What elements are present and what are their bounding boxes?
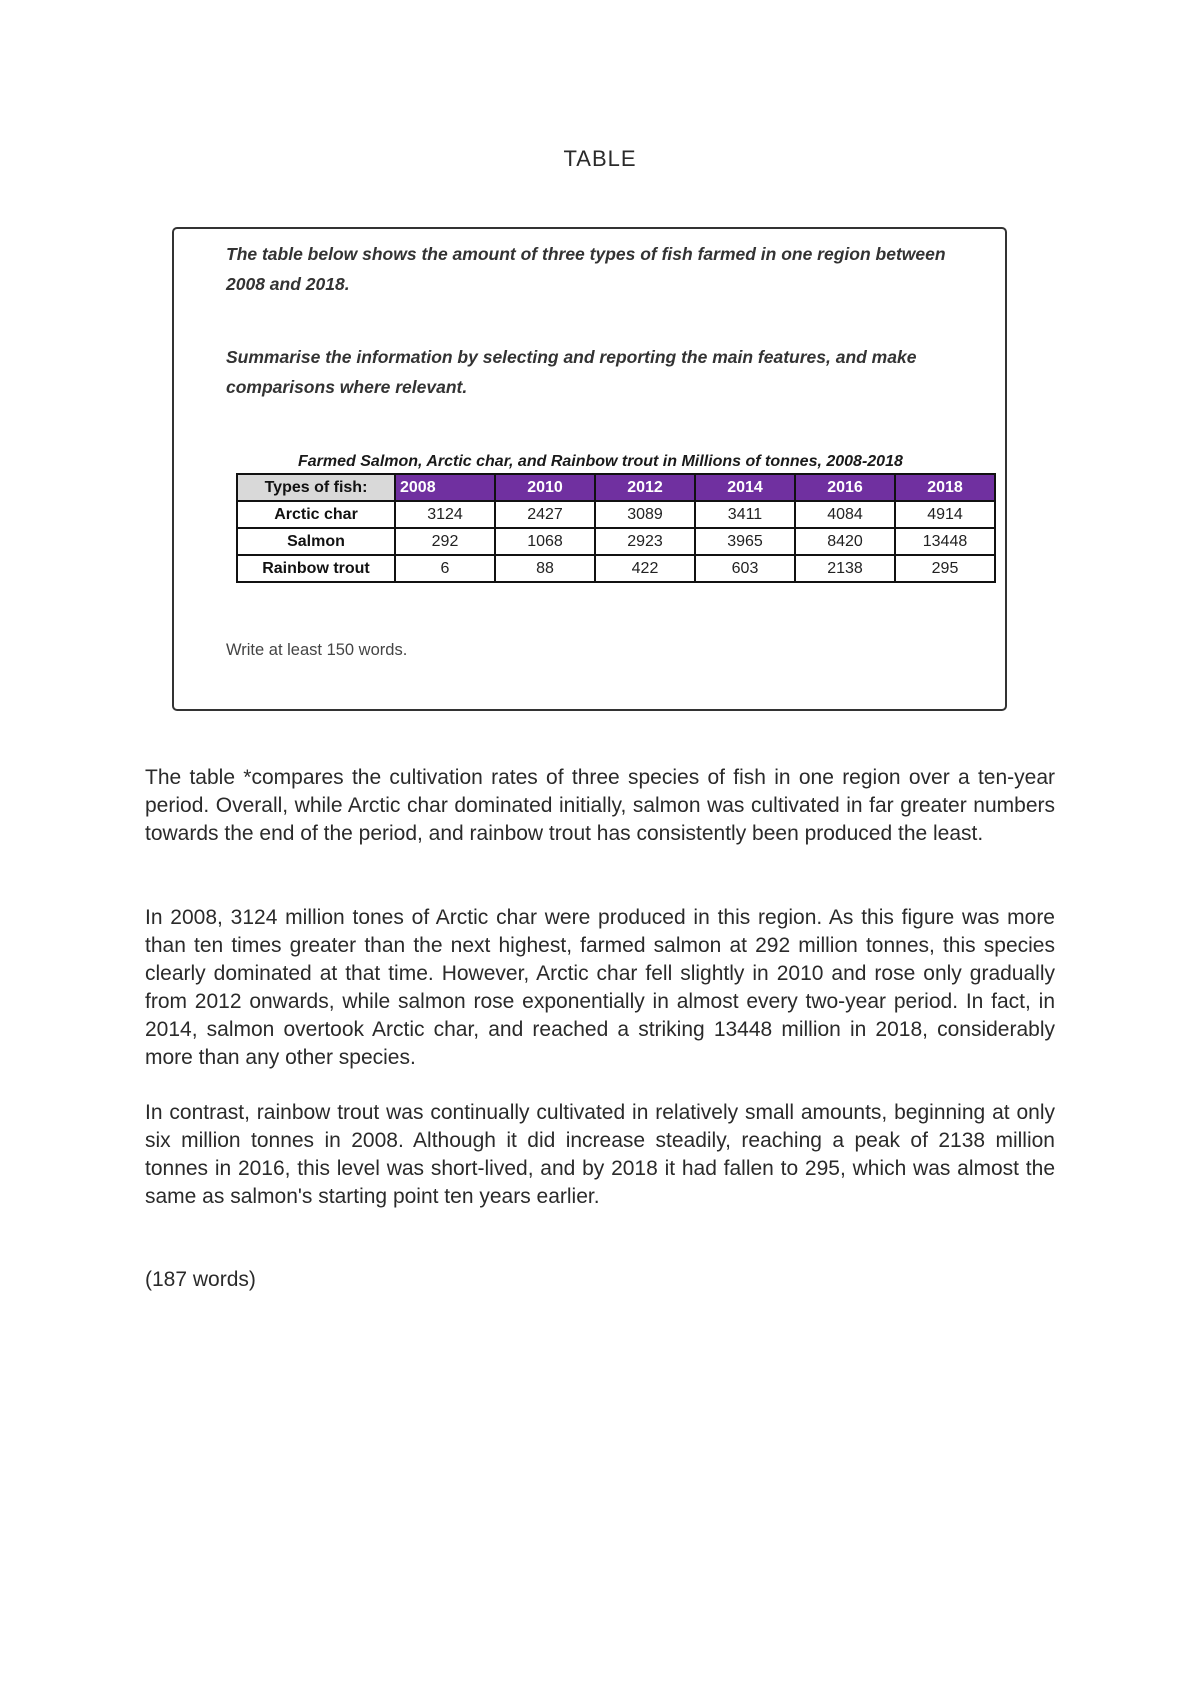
value-cell: 88 [495, 555, 595, 582]
value-cell: 4084 [795, 501, 895, 528]
value-cell: 2427 [495, 501, 595, 528]
value-cell: 603 [695, 555, 795, 582]
page-title: TABLE [563, 146, 637, 171]
value-cell: 292 [395, 528, 495, 555]
row-label-cell: Salmon [237, 528, 395, 555]
value-cell: 8420 [795, 528, 895, 555]
value-cell: 422 [595, 555, 695, 582]
value-cell: 2923 [595, 528, 695, 555]
row-label-cell: Arctic char [237, 501, 395, 528]
essay-word-count: (187 words) [145, 1268, 256, 1291]
header-year-cell: 2010 [495, 474, 595, 501]
essay-paragraph-overview: The table *compares the cultivation rates of three species of fish in one region over a ten-year period. Overall, while Arctic char dominated initially, salmon was cultivated in far greater numbers towards the end of the period, and rainbow trout has consistently been produced the least. [145, 766, 1055, 845]
table-row [237, 528, 995, 555]
header-year-cell: 2014 [695, 474, 795, 501]
value-cell: 3089 [595, 501, 695, 528]
table-row [237, 555, 995, 582]
task-prompt-description: The table below shows the amount of three types of fish farmed in one region between 2008 and 2018. [226, 244, 946, 294]
value-cell: 2138 [795, 555, 895, 582]
header-year-cell: 2018 [895, 474, 995, 501]
table-caption: Farmed Salmon, Arctic char, and Rainbow trout in Millions of tonnes, 2008-2018 [298, 453, 903, 470]
essay-paragraph-arctic-salmon: In 2008, 3124 million tones of Arctic char were produced in this region. As this figure was more than ten times greater than the next highest, farmed salmon at 292 million tonnes, this species clearly dominated at that time. However, Arctic char fell slightly in 2010 and rose only gradually from 2012 onwards, while salmon rose exponentially in almost every two-year period. In fact, in 2014, salmon overtook Arctic char, and reached a striking 13448 million in 2018, considerably more than any other species. [145, 906, 1055, 1069]
header-year-cell: 2012 [595, 474, 695, 501]
task-prompt-instruction: Summarise the information by selecting and reporting the main features, and make comparisons where relevant. [226, 347, 917, 397]
task-box [172, 227, 1007, 711]
fish-data-table [236, 473, 996, 583]
header-label-cell: Types of fish: [237, 474, 395, 501]
value-cell: 4914 [895, 501, 995, 528]
row-label-cell: Rainbow trout [237, 555, 395, 582]
value-cell: 295 [895, 555, 995, 582]
word-requirement: Write at least 150 words. [226, 641, 408, 659]
table-row [237, 501, 995, 528]
value-cell: 3411 [695, 501, 795, 528]
value-cell: 6 [395, 555, 495, 582]
value-cell: 13448 [895, 528, 995, 555]
header-year-cell: 2016 [795, 474, 895, 501]
essay-paragraph-rainbow-trout: In contrast, rainbow trout was continually cultivated in relatively small amounts, beginning at only six million tonnes in 2008. Although it did increase steadily, reaching a peak of 2138 million tonnes in 2016, this level was short-lived, and by 2018 it had fallen to 295, which was almost the same as salmon's starting point ten years earlier. [145, 1101, 1055, 1208]
header-year-cell: 2008 [395, 474, 495, 501]
table-header-row [237, 474, 995, 501]
value-cell: 3965 [695, 528, 795, 555]
value-cell: 1068 [495, 528, 595, 555]
value-cell: 3124 [395, 501, 495, 528]
